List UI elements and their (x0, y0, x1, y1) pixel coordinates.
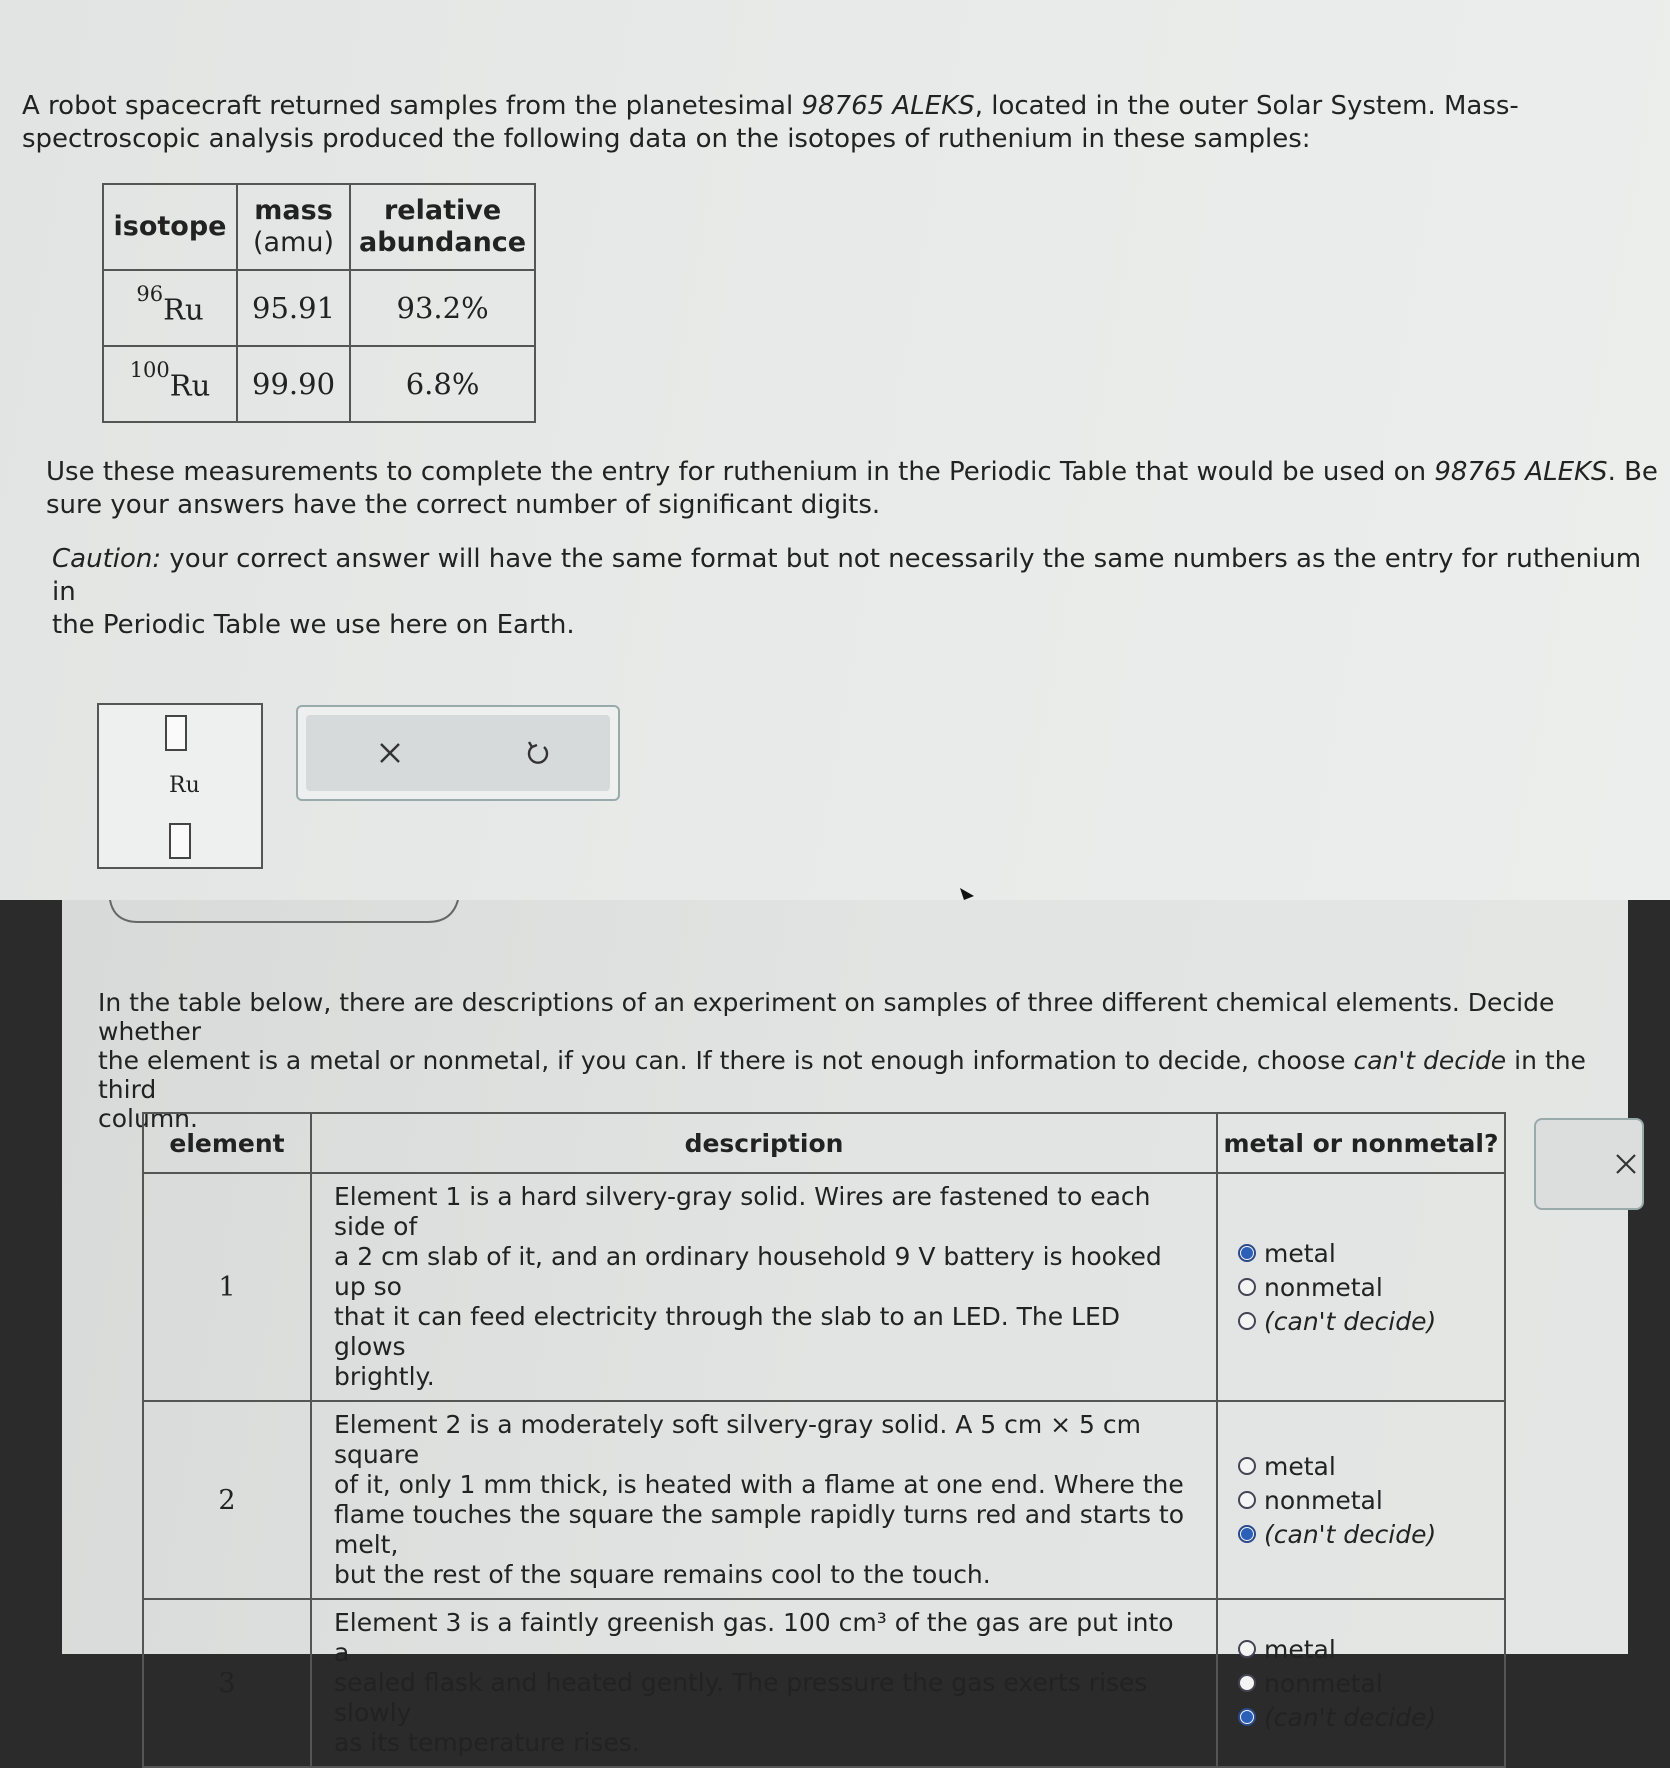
x-icon (1614, 1152, 1638, 1176)
metal-choice-group (1217, 1599, 1505, 1767)
mass-cell: 99.90 (237, 346, 350, 422)
table-row (103, 270, 535, 346)
x-icon (377, 740, 403, 766)
table-row (103, 346, 535, 422)
isotope-table (102, 183, 536, 423)
radio-icon[interactable] (1238, 1278, 1256, 1296)
previous-panel-edge (108, 900, 460, 926)
element-header: element (143, 1113, 311, 1173)
element-symbol: Ru (169, 773, 200, 798)
option-metal[interactable]: metal (1238, 1236, 1484, 1270)
option-cant-decide[interactable]: (can't decide) (1238, 1517, 1484, 1551)
option-metal[interactable]: metal (1238, 1632, 1484, 1666)
undo-button[interactable] (512, 727, 564, 779)
intro-text: A robot spacecraft returned samples from the planetesimal (22, 91, 802, 121)
option-cant-decide[interactable]: (can't decide) (1238, 1304, 1484, 1338)
element-description: Element 2 is a moderately soft silvery-gray solid. A 5 cm × 5 cm square of it, only 1 mm thick, is heated with a flame at one end. Where the flame touches the square the sample rapidly turns red and starts to melt, but the rest of the square remains cool to the touch. (311, 1401, 1217, 1599)
cant-decide-term: can't decide (1353, 1046, 1507, 1075)
option-cant-decide[interactable]: (can't decide) (1238, 1700, 1484, 1734)
abundance-cell: 6.8% (350, 346, 535, 422)
radio-icon[interactable] (1238, 1457, 1256, 1475)
clear-button[interactable] (1534, 1118, 1644, 1210)
option-metal[interactable]: metal (1238, 1449, 1484, 1483)
choice-header: metal or nonmetal? (1217, 1113, 1505, 1173)
planetesimal-name: 98765 ALEKS (1434, 457, 1608, 487)
problem-2-screen (62, 900, 1628, 1757)
table-row (143, 1401, 1505, 1599)
answer-toolbar (296, 705, 620, 801)
option-nonmetal[interactable]: nonmetal (1238, 1666, 1484, 1700)
problem-1-intro (22, 90, 1519, 156)
element-description: Element 3 is a faintly greenish gas. 100 cm³ of the gas are put into a sealed flask and heated gently. The pressure the gas exerts rises slowly as its temperature rises. (311, 1599, 1217, 1767)
atomic-mass-input[interactable] (169, 823, 191, 859)
instruction-text: Use these measurements to complete the entry for ruthenium in the Periodic Table that would be used on 98765 ALEKS. Be sure your answers have the correct number of significant digits. (46, 457, 1658, 520)
isotope-cell: $^{96}$Ru (103, 270, 237, 346)
description-header: description (311, 1113, 1217, 1173)
radio-icon[interactable] (1238, 1312, 1256, 1330)
intro-text: , located in the outer Solar System. Mass- (974, 91, 1519, 121)
abundance-cell: 93.2% (350, 270, 535, 346)
element-description: Element 1 is a hard silvery-gray solid. Wires are fastened to each side of a 2 cm slab of it, and an ordinary household 9 V battery is hooked up so that it can feed electricity through the slab to an LED. The LED glows brightly. (311, 1173, 1217, 1401)
radio-selected-icon[interactable] (1238, 1708, 1256, 1726)
caution-label: Caution: (52, 544, 162, 574)
mass-cell: 95.91 (237, 270, 350, 346)
radio-icon[interactable] (1238, 1674, 1256, 1692)
intro-text: spectroscopic analysis produced the following data on the isotopes of ruthenium in these samples: (22, 124, 1311, 154)
mass-header: mass (amu) (237, 184, 350, 270)
radio-icon[interactable] (1238, 1640, 1256, 1658)
metal-choice-group (1217, 1401, 1505, 1599)
radio-selected-icon[interactable] (1238, 1244, 1256, 1262)
periodic-table-entry (97, 703, 263, 869)
radio-icon[interactable] (1238, 1491, 1256, 1509)
option-nonmetal[interactable]: nonmetal (1238, 1270, 1484, 1304)
clear-button[interactable] (364, 727, 416, 779)
atomic-number-input[interactable] (165, 715, 187, 751)
table-header-row (143, 1113, 1505, 1173)
option-nonmetal[interactable]: nonmetal (1238, 1483, 1484, 1517)
elements-table (142, 1112, 1506, 1768)
element-number: 2 (143, 1401, 311, 1599)
metal-choice-group (1217, 1173, 1505, 1401)
problem-2-intro: In the table below, there are descriptions of an experiment on samples of three different chemical elements. Decide whether the element is a metal or nonmetal, if you can. If there is not enough information to decide, choose can't decide in the third column. (98, 988, 1586, 1133)
table-row (143, 1173, 1505, 1401)
isotope-header: isotope (103, 184, 237, 270)
radio-selected-icon[interactable] (1238, 1525, 1256, 1543)
planetesimal-name: 98765 ALEKS (801, 91, 975, 121)
abundance-header: relative abundance (350, 184, 535, 270)
undo-icon (523, 738, 553, 768)
element-number: 1 (143, 1173, 311, 1401)
caution-text: Caution: your correct answer will have the same format but not necessarily the same numbers as the entry for ruthenium in the Periodic Table we use here on Earth. (52, 544, 1642, 640)
isotope-cell: $^{100}$Ru (103, 346, 237, 422)
element-number: 3 (143, 1599, 311, 1767)
table-row (143, 1599, 1505, 1767)
table-header-row (103, 184, 535, 270)
